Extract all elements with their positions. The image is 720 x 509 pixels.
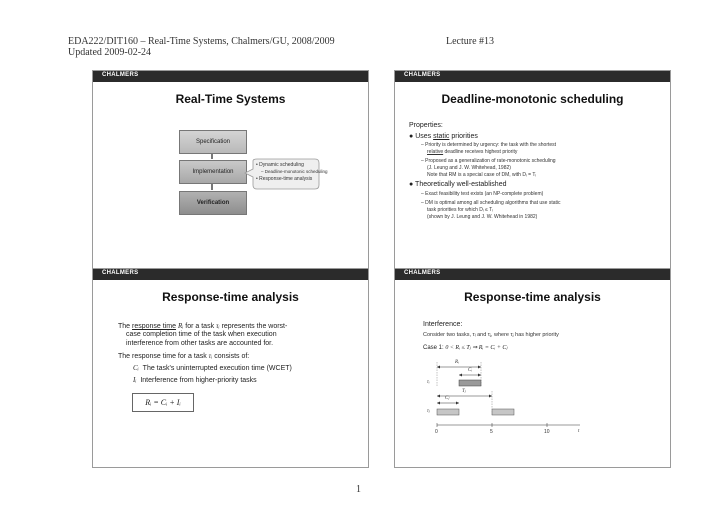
dash-text: Exact feasibility test exists (an NP-complete problem)	[425, 191, 544, 197]
ci-arrow-right-head	[478, 374, 481, 377]
symbol-ci: Cᵢ	[133, 364, 139, 372]
callout-subitem-deadline-monotonic: – Deadline-monotonic scheduling	[261, 169, 328, 174]
dash-optimal: – DM is optimal among all scheduling algorithms that use static	[421, 200, 561, 206]
symbol-task: τᵢ	[208, 352, 213, 360]
dash-optimal-cont: task priorities for which Dᵢ ≤ Tᵢ	[427, 207, 493, 213]
consider-two-tasks: Consider two tasks, τᵢ and τⱼ, where τⱼ has higher priority	[423, 332, 559, 338]
timing-diagram	[395, 269, 670, 467]
properties-heading: Properties:	[409, 122, 443, 129]
page-number: 1	[356, 484, 361, 495]
symbol-ii: Iᵢ	[133, 376, 137, 384]
label-tj: Tⱼ	[462, 389, 466, 394]
chalmers-logo: CHALMERS	[404, 270, 441, 276]
connector-line	[211, 183, 213, 190]
label-cj: Cⱼ	[445, 396, 450, 401]
item-i-text: Interference from higher-priority tasks	[140, 377, 257, 384]
bullet-theory: ● Theoretically well-established	[409, 181, 507, 188]
axis-label-t: t	[578, 429, 580, 434]
tick-label-5: 5	[490, 429, 493, 435]
task-j-execution-bar-1	[437, 409, 459, 415]
dash-citation: (J. Leung and J. W. Whitehead, 1982)	[427, 165, 511, 171]
text-the: The	[118, 323, 133, 330]
slide-real-time-systems	[92, 70, 369, 270]
interference-heading: Interference:	[423, 321, 463, 328]
text-rest: represents the worst-	[219, 323, 288, 330]
case1-formula: 0 < Rᵢ ≤ Tⱼ ⇒ Rᵢ = Cᵢ + Cⱼ	[445, 345, 508, 351]
chalmers-logo: CHALMERS	[404, 72, 441, 78]
course-header: EDA222/DIT160 – Real-Time Systems, Chalmers/GU, 2008/2009	[68, 36, 335, 47]
callout-item-dynamic-scheduling: • Dynamic scheduling	[256, 162, 304, 168]
dash-generalization: – Proposed as a generalization of rate-monotonic scheduling	[421, 158, 556, 164]
text-for: for a task	[183, 323, 217, 330]
verification-box: Verification	[179, 191, 247, 215]
updated-date: Updated 2009-02-24	[68, 47, 152, 58]
item-i	[133, 376, 257, 386]
theory-text: Theoretically well-established	[415, 181, 507, 188]
formula-box: Rᵢ = Cᵢ + Iᵢ	[132, 393, 194, 412]
definition-line-3: interference from other tasks are accounted for.	[126, 340, 274, 347]
definition-line-2: case completion time of the task when execution	[126, 331, 277, 338]
response-time-consists	[118, 352, 249, 362]
text-pre: The response time for a task	[118, 353, 209, 360]
response-time-term: response time	[132, 323, 176, 330]
slide-deadline-monotonic	[394, 70, 671, 270]
chalmers-logo: CHALMERS	[102, 270, 139, 276]
uses-static-word: static	[433, 133, 450, 140]
task-j-execution-bar-2	[492, 409, 514, 415]
specification-box: Specification	[179, 130, 247, 154]
cj-arrow-left-head	[437, 402, 440, 405]
task-i-execution-bar	[459, 380, 481, 386]
tick-label-0: 0	[435, 429, 438, 435]
slide-title: Deadline-monotonic scheduling	[441, 92, 624, 106]
label-ci: Cᵢ	[468, 368, 473, 373]
slide-title: Real-Time Systems	[175, 92, 286, 106]
tj-arrow-left-head	[437, 395, 440, 398]
lecture-number: Lecture #13	[446, 36, 495, 47]
chalmers-logo: CHALMERS	[102, 72, 139, 78]
dash-priority-urgency-cont	[427, 149, 517, 156]
dash-text: Priority is determined by urgency: the task with the shortest	[425, 142, 557, 148]
row-label-task-i: τᵢ	[427, 380, 430, 385]
connector-line	[211, 153, 213, 159]
label-ri: Rᵢ	[455, 360, 459, 365]
dash-optimal-citation: (shown by J. Leung and J. W. Whitehead in 1982)	[427, 214, 538, 220]
slide-response-time-analysis-2	[394, 268, 671, 468]
tj-arrow-right-head	[489, 395, 492, 398]
dash-text: DM is optimal among all scheduling algorithms that use static	[425, 200, 561, 206]
dash-text: Proposed as a generalization of rate-monotonic scheduling	[425, 158, 556, 164]
tick-label-10: 10	[544, 429, 550, 435]
slide-response-time-analysis-1	[92, 268, 369, 468]
item-c-text: The task's uninterrupted execution time (WCET)	[142, 365, 292, 372]
ri-arrow-left-head	[437, 366, 440, 369]
symbol-task: τᵢ	[216, 322, 220, 330]
uses-prefix: Uses	[415, 133, 434, 140]
row-label-task-j: τⱼ	[427, 409, 430, 414]
case1-label: Case 1:	[423, 345, 446, 351]
ri-arrow-right-head	[478, 366, 481, 369]
implementation-box: Implementation	[179, 160, 247, 184]
text-post: consists of:	[212, 353, 250, 360]
dash-note-rm: Note that RM is a special case of DM, with Dᵢ = Tᵢ	[427, 172, 537, 178]
relative-word: relative	[427, 149, 444, 155]
uses-suffix: priorities	[449, 133, 478, 140]
slide-title: Response-time analysis	[464, 290, 601, 304]
symbol-ri: Rᵢ	[177, 322, 184, 330]
ci-arrow-left-head	[459, 374, 462, 377]
cj-arrow-right-head	[456, 402, 459, 405]
bullet-uses-static: ● Uses static priorities	[409, 133, 478, 140]
callout-item-response-time: • Response-time analysis	[256, 176, 313, 182]
item-c	[133, 364, 292, 374]
dash-text: deadline receives highest priority	[443, 149, 518, 155]
dash-priority-urgency: – Priority is determined by urgency: the task with the shortest	[421, 142, 557, 148]
slide-title: Response-time analysis	[162, 290, 299, 304]
dash-feasibility: – Exact feasibility test exists (an NP-complete problem)	[421, 191, 544, 197]
